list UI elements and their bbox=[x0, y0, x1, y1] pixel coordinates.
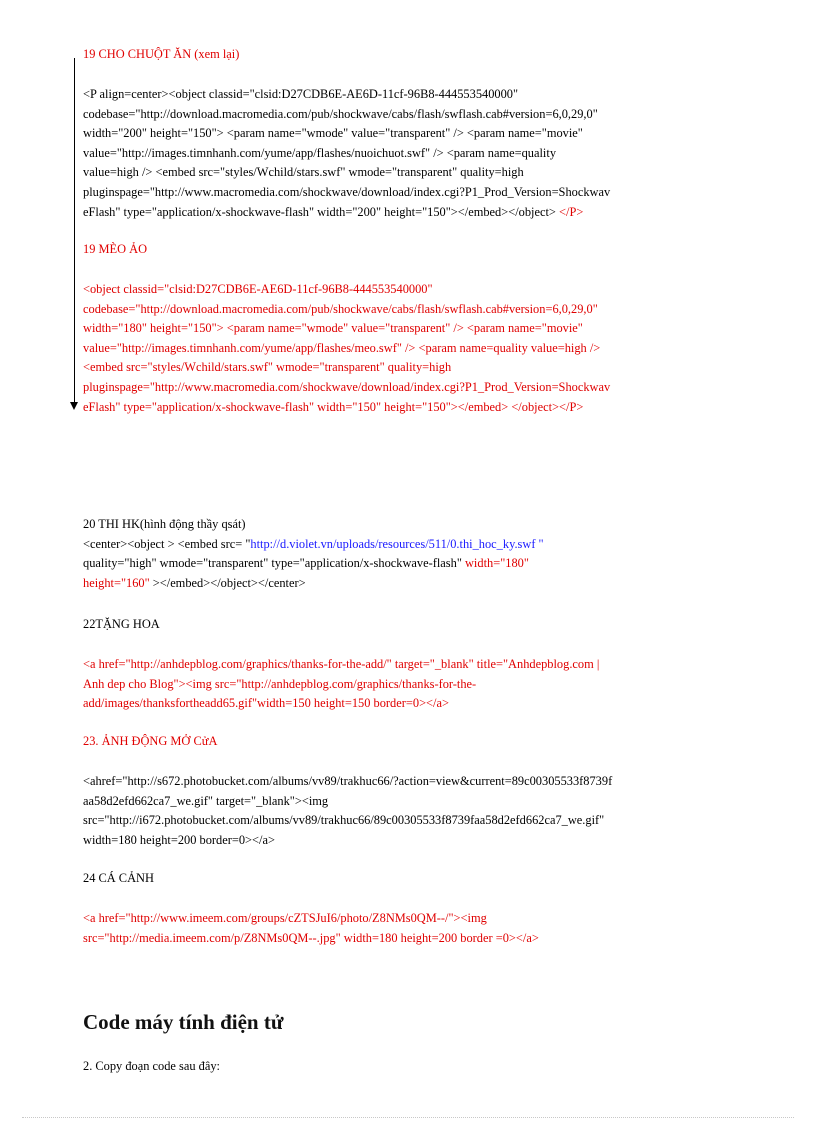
code-line: eFlash" type="application/x-shockwave-flash" width="150" height="150"></embed> </object></P> bbox=[83, 399, 584, 414]
code-line: quality="high" wmode="transparent" type="application/x-shockwave-flash" width="180" bbox=[83, 556, 529, 571]
code-line: value="http://images.timnhanh.com/yume/app/flashes/meo.swf" /> <param name=quality value=high /> bbox=[83, 340, 601, 355]
code-line: eFlash" type="application/x-shockwave-flash" width="200" height="150"></embed></object> </P> bbox=[83, 204, 584, 219]
section-19-title: 19 CHO CHUỘT ĂN (xem lại) bbox=[83, 47, 240, 61]
code-line: add/images/thanksfortheadd65.gif"width=150 height=150 border=0></a> bbox=[83, 696, 449, 711]
code-line: pluginspage="http://www.macromedia.com/shockwave/download/index.cgi?P1_Prod_Version=Shockwav bbox=[83, 379, 611, 394]
code-line: <a href="http://www.imeem.com/groups/cZTSJuI6/photo/Z8NMs0QM--/"><img bbox=[83, 911, 487, 925]
code-line: Anh dep cho Blog"><img src="http://anhdepblog.com/graphics/thanks-for-the- bbox=[83, 676, 477, 691]
code-line: <P align=center><object classid="clsid:D27CDB6E-AE6D-11cf-96B8-444553540000" bbox=[83, 87, 519, 101]
code-line: pluginspage="http://www.macromedia.com/shockwave/download/index.cgi?P1_Prod_Version=Shockwav bbox=[83, 184, 611, 199]
code-line: codebase="http://download.macromedia.com/pub/shockwave/cabs/flash/swflash.cab#version=6,0,29,0" bbox=[83, 301, 598, 316]
section-22-title: 22TẶNG HOA bbox=[83, 617, 160, 631]
section-19-meo-code bbox=[83, 280, 773, 417]
code-line: src="http://i672.photobucket.com/albums/vv89/trakhuc66/89c00305533f8739faa58d2efd662ca7_we.gif" bbox=[83, 813, 605, 828]
step-2: 2. Copy đoạn code sau đây: bbox=[83, 1059, 220, 1073]
code-line: <center><object > <embed src= "http://d.violet.vn/uploads/resources/511/0.thi_hoc_ky.swf " bbox=[83, 536, 544, 551]
code-line: width=180 height=200 border=0></a> bbox=[83, 832, 275, 847]
section-22-code bbox=[83, 655, 773, 714]
section-24-code bbox=[83, 909, 773, 948]
section-23-title: 23. ẢNH ĐỘNG MỞ CửA bbox=[83, 734, 218, 748]
code-line: <ahref="http://s672.photobucket.com/albums/vv89/trakhuc66/?action=view&current=89c00305533f8739f bbox=[83, 774, 613, 788]
section-19-code bbox=[83, 85, 773, 222]
arrow-down-icon bbox=[70, 402, 78, 410]
margin-arrow-line bbox=[74, 58, 75, 406]
section-19-meo-title: 19 MÈO ẢO bbox=[83, 242, 148, 256]
code-line: <object classid="clsid:D27CDB6E-AE6D-11cf-96B8-444553540000" bbox=[83, 282, 433, 296]
code-line: <a href="http://anhdepblog.com/graphics/thanks-for-the-add/" target="_blank" title="Anhdepblog.com | bbox=[83, 657, 600, 671]
page-bottom-border bbox=[22, 1117, 794, 1118]
section-heading: Code máy tính điện tử bbox=[83, 1010, 284, 1034]
code-line: codebase="http://download.macromedia.com/pub/shockwave/cabs/flash/swflash.cab#version=6,0,29,0" bbox=[83, 106, 598, 121]
section-24-title: 24 CÁ CẢNH bbox=[83, 871, 154, 885]
code-line: width="180" height="150"> <param name="wmode" value="transparent" /> <param name="movie" bbox=[83, 321, 583, 336]
code-line: height="160" ></embed></object></center> bbox=[83, 575, 306, 590]
section-20 bbox=[83, 515, 773, 593]
swf-link[interactable]: http://d.violet.vn/uploads/resources/511/0.thi_hoc_ky.swf " bbox=[250, 536, 544, 551]
code-line: <embed src="styles/Wchild/stars.swf" wmode="transparent" quality=high bbox=[83, 360, 452, 375]
code-line: src="http://media.imeem.com/p/Z8NMs0QM--.jpg" width=180 height=200 border =0></a> bbox=[83, 930, 539, 945]
section-20-title: 20 THI HK(hình động thầy qsát) bbox=[83, 517, 246, 531]
code-line: value="http://images.timnhanh.com/yume/app/flashes/nuoichuot.swf" /> <param name=quality bbox=[83, 145, 557, 160]
code-line: value=high /> <embed src="styles/Wchild/stars.swf" wmode="transparent" quality=high bbox=[83, 165, 524, 180]
code-line: width="200" height="150"> <param name="wmode" value="transparent" /> <param name="movie" bbox=[83, 126, 583, 141]
code-line: aa58d2efd662ca7_we.gif" target="_blank"><img bbox=[83, 793, 329, 808]
section-23-code bbox=[83, 772, 773, 850]
